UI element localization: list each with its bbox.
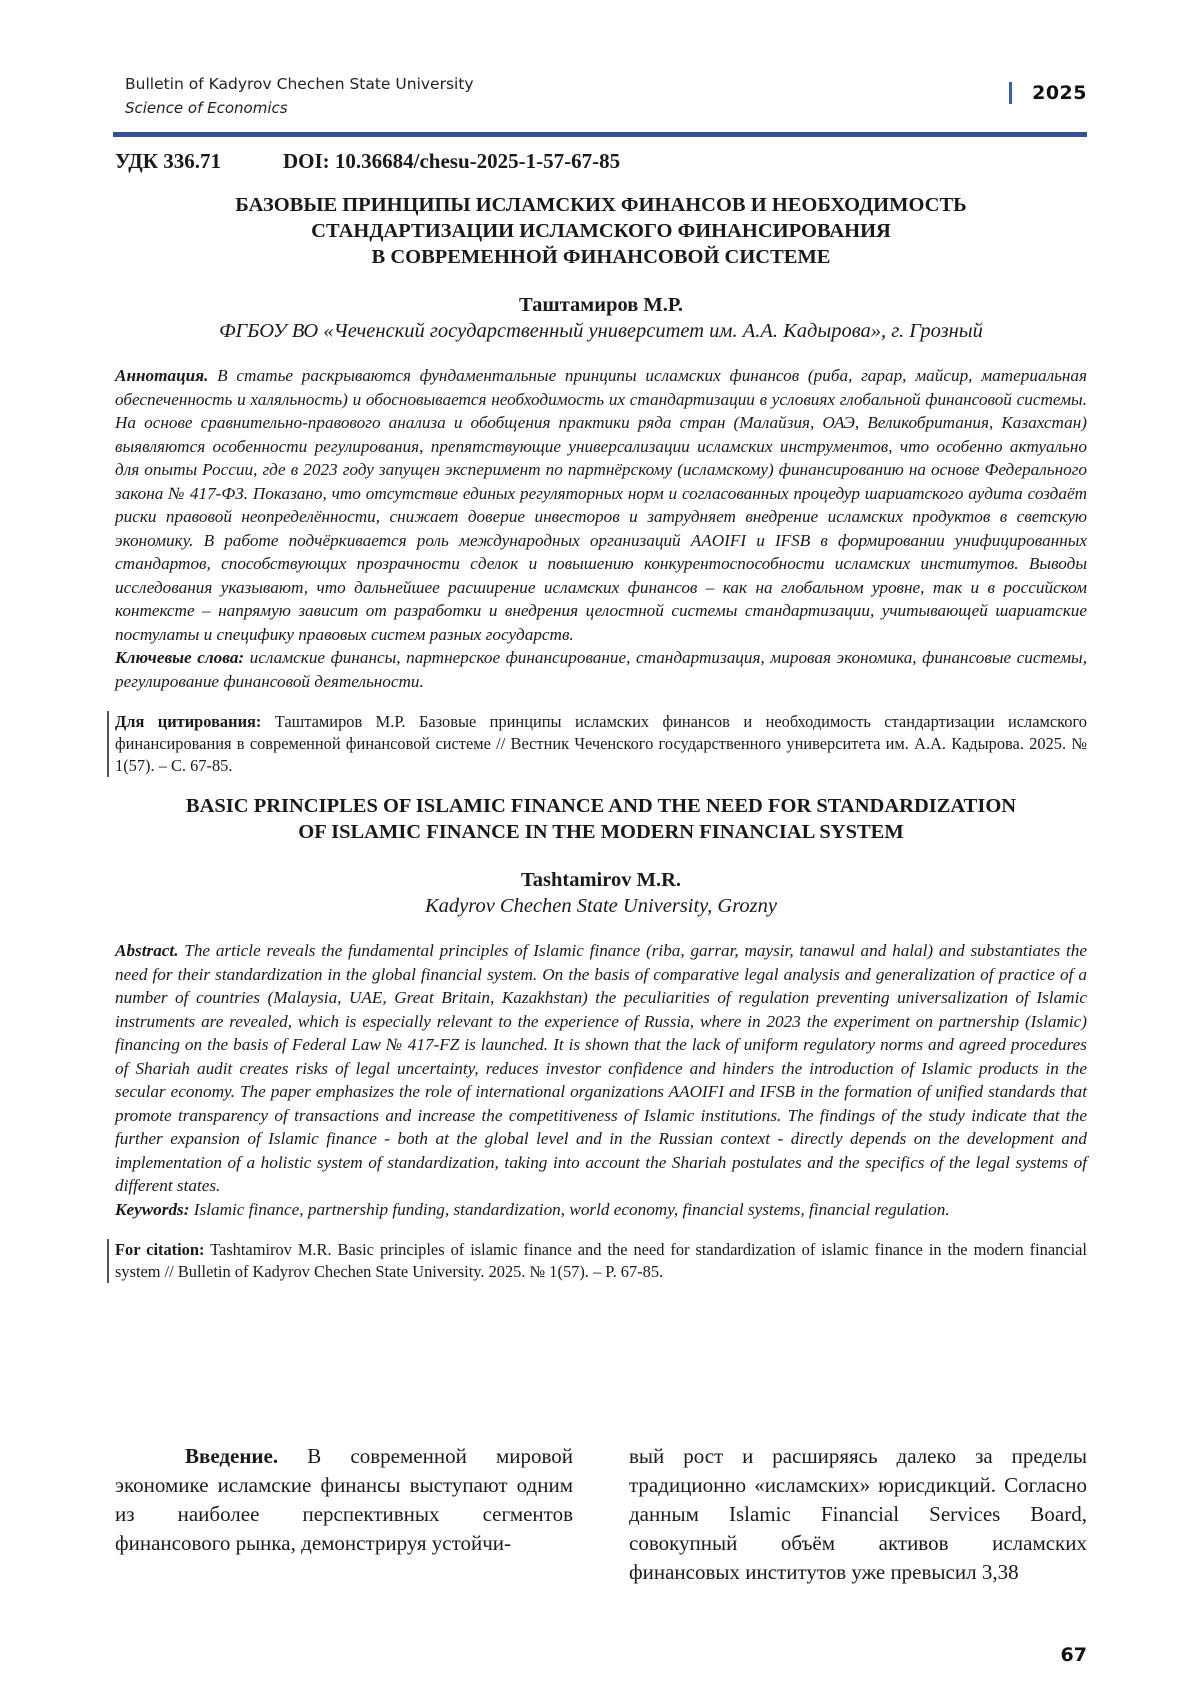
year-block	[1009, 82, 1087, 104]
citation-en	[107, 1239, 1087, 1283]
page-number: 67	[1061, 1644, 1087, 1666]
title-en-line: BASIC PRINCIPLES OF ISLAMIC FINANCE AND THE NEED FOR STANDARDIZATION	[115, 793, 1087, 819]
keywords-ru-text: исламские финансы, партнерское финансирование, стандартизация, мировая экономика, финансовые системы, регулирование финансовой деятельности.	[115, 648, 1087, 691]
intro-paragraph	[115, 1442, 573, 1558]
body-column-left	[115, 1442, 573, 1587]
author-en: Tashtamirov M.R.	[115, 867, 1087, 893]
keywords-ru-label: Ключевые слова:	[115, 648, 244, 667]
citation-ru-label: Для цитирования:	[115, 712, 261, 731]
doi-code: DOI: 10.36684/chesu-2025-1-57-67-85	[283, 149, 620, 173]
running-header	[125, 72, 1087, 120]
keywords-en-label: Keywords:	[115, 1200, 189, 1219]
intro-label: Введение.	[185, 1444, 278, 1468]
citation-en-label: For citation:	[115, 1240, 204, 1259]
abstract-ru-text: В статье раскрываются фундаментальные принципы исламских финансов (риба, гарар, майсир, материальная обеспеченность и халяльность) и обосновывается необходимость их стандартизации в условиях глобальной финансовой системы. На основе сравнительно-правового анализа и обобщения практики ряда стран (Малайзия, ОАЭ, Великобритания, Казахстан) выявляются особенности регулирования, препятствующие универсализации исламских инструментов, что особенно актуально для опыты России, где в 2023 году запущен эксперимент по партнёрскому (исламскому) финансированию на основе Федерального закона № 417-ФЗ. Показано, что отсутствие единых регуляторных норм и согласованных процедур шариатского аудита создаёт риски правовой неопределённости, снижает доверие инвесторов и затрудняет внедрение исламских продуктов в светскую экономику. В работе подчёркивается роль международных организаций AAOIFI и IFSB в формировании унифицированных стандартов, способствующих прозрачности сделок и повышению конкурентоспособности исламских институтов. Выводы исследования указывают, что дальнейшее расширение исламских финансов – как на глобальном уровне, так и в российском контексте – напрямую зависит от разработки и внедрения целостной системы стандартизации, учитывающей шариатские постулаты и специфику правовых систем разных государств.	[115, 366, 1087, 644]
year-divider	[1009, 82, 1012, 104]
keywords-en	[115, 1198, 1087, 1222]
title-ru-line: СТАНДАРТИЗАЦИИ ИСЛАМСКОГО ФИНАНСИРОВАНИЯ	[115, 218, 1087, 244]
abstract-ru-label: Аннотация.	[115, 366, 208, 385]
abstract-en	[115, 939, 1087, 1198]
abstract-en-label: Abstract.	[115, 941, 179, 960]
affiliation-ru: ФГБОУ ВО «Чеченский государственный университет им. А.А. Кадырова», г. Грозный	[115, 318, 1087, 344]
citation-ru-text: Таштамиров М.Р. Базовые принципы исламских финансов и необходимость стандартизации исламского финансирования в современной финансовой системе // Вестник Чеченского государственного университета им. А.А. Кадырова. 2025. № 1(57). – С. 67-85.	[115, 712, 1087, 775]
body-column-right	[629, 1442, 1087, 1587]
citation-ru	[107, 711, 1087, 777]
journal-title: Bulletin of Kadyrov Chechen State University	[125, 72, 1087, 96]
abstract-en-text: The article reveals the fundamental principles of Islamic finance (riba, garrar, maysir, tanawul and halal) and substantiates the need for their standardization in the global financial system. On the basis of comparative legal analysis and generalization of practice of a number of countries (Malaysia, UAE, Great Britain, Kazakhstan) the peculiarities of regulation preventing universalization of Islamic instruments are revealed, which is especially relevant to the experience of Russia, where in 2023 the experiment on partnership (Islamic) financing on the basis of Federal Law № 417-FZ is launched. It is shown that the lack of uniform regulatory norms and agreed procedures of Shariah audit creates risks of legal uncertainty, reduces investor confidence and hinders the introduction of Islamic products in the secular economy. The paper emphasizes the role of international organizations AAOIFI and IFSB in the formation of unified standards that promote transparency of transactions and increase the competitiveness of Islamic institutions. The findings of the study indicate that the further expansion of Islamic finance - both at the global level and in the Russian context - directly depends on the development and implementation of a holistic system of standardization, taking into account the Shariah postulates and the specifics of the legal systems of different states.	[115, 941, 1087, 1195]
body-columns	[115, 1442, 1087, 1587]
journal-section: Science of Economics	[125, 96, 1087, 120]
udk-code: УДК 336.71	[115, 149, 221, 173]
title-en-line: OF ISLAMIC FINANCE IN THE MODERN FINANCIAL SYSTEM	[115, 819, 1087, 845]
keywords-en-text: Islamic finance, partnership funding, standardization, world economy, financial systems, financial regulation.	[194, 1200, 950, 1219]
udk-doi-line	[115, 146, 1087, 176]
intro-text: В современной мировой экономике исламские финансы выступают одним из наиболее перспективных сегментов финансового рынка, демонстрируя устойчи-	[115, 1444, 573, 1555]
article-front-matter	[115, 146, 1087, 1283]
author-ru: Таштамиров М.Р.	[115, 292, 1087, 318]
citation-en-text: Tashtamirov M.R. Basic principles of islamic finance and the need for standardization of islamic finance in the modern financial system // Bulletin of Kadyrov Chechen State University. 2025. № 1(57). – P. 67-85.	[115, 1240, 1087, 1281]
title-ru-line: В СОВРЕМЕННОЙ ФИНАНСОВОЙ СИСТЕМЕ	[115, 244, 1087, 270]
title-en	[115, 793, 1087, 845]
keywords-ru	[115, 646, 1087, 693]
title-ru-line: БАЗОВЫЕ ПРИНЦИПЫ ИСЛАМСКИХ ФИНАНСОВ И НЕОБХОДИМОСТЬ	[115, 192, 1087, 218]
affiliation-en: Kadyrov Chechen State University, Grozny	[115, 893, 1087, 919]
title-ru	[115, 192, 1087, 270]
year-label: 2025	[1032, 82, 1087, 104]
header-rule	[113, 132, 1087, 137]
abstract-ru	[115, 364, 1087, 646]
continued-paragraph: вый рост и расширяясь далеко за пределы традиционно «исламских» юрисдикций. Согласно данным Islamic Financial Services Board, совокупный объём активов исламских финансовых институтов уже превысил 3,38	[629, 1442, 1087, 1587]
